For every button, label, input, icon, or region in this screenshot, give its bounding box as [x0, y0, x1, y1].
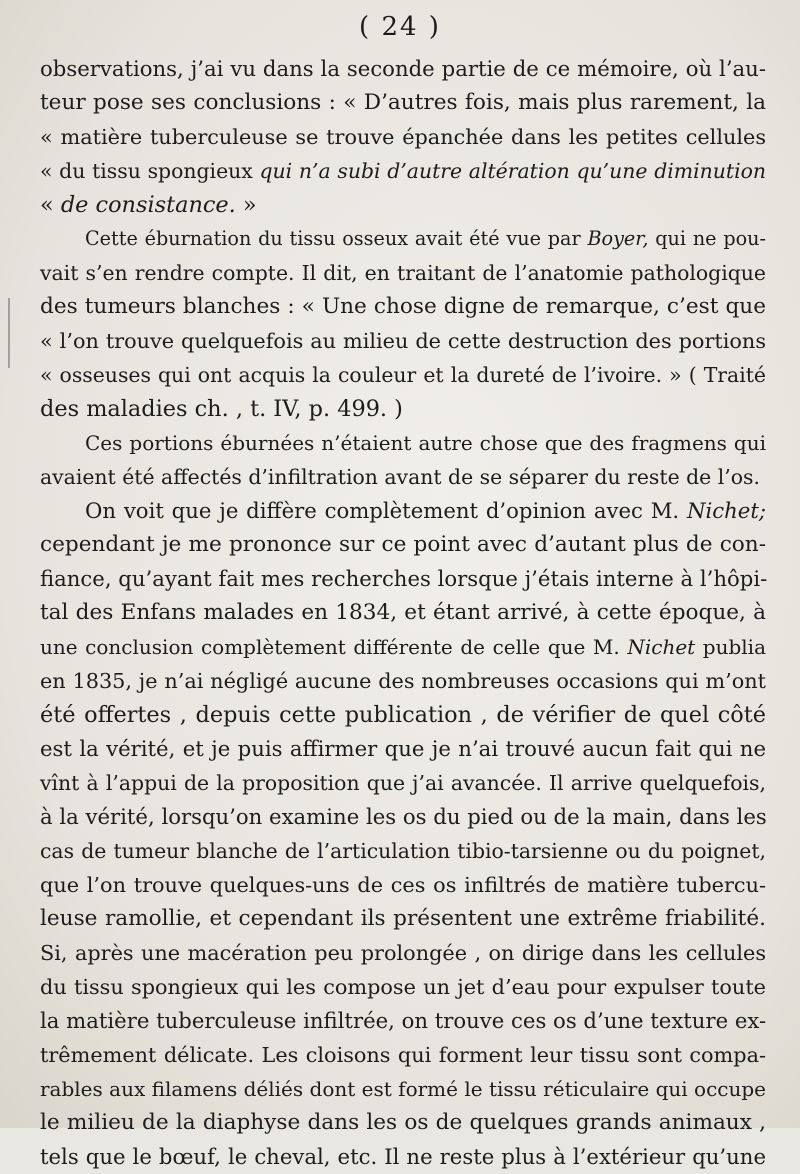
text-line: à la vérité, lorsqu’on examine les os du pied ou de la main, dans les — [40, 804, 767, 829]
text-line: cas de tumeur blanche de l’articulation tibio-tarsienne ou du poignet, — [40, 839, 766, 863]
italic-run: de consistance. — [60, 192, 236, 218]
text-run: » — [235, 192, 257, 218]
text-line: le milieu de la diaphyse dans les os de quelques grands animaux , — [40, 1110, 766, 1135]
text-line — [40, 494, 766, 528]
text-line: trêmement délicate. Les cloisons qui forment leur tissu sont compa- — [40, 1043, 766, 1067]
italic-run: qui n’a subi d’autre altération qu’une diminution — [259, 159, 767, 183]
text-run: Cette éburnation du tissu osseux avait été vue par — [85, 227, 588, 250]
text-run: publia — [695, 635, 767, 659]
text-line: du tissu spongieux qui les compose un jet d’eau pour expulser toute — [40, 975, 766, 999]
text-line: « l’on trouve quelquefois au milieu de cette destruction des portions — [40, 329, 766, 353]
text-line: fiance, qu’ayant fait mes recherches lorsque j’étais interne à l’hôpi- — [40, 566, 768, 591]
text-line: avaient été affectés d’infiltration avant de se séparer du reste de l’os. — [40, 465, 760, 489]
page-number: ( 24 ) — [359, 12, 441, 42]
text-line: que l’on trouve quelques-uns de ces os infiltrés de matière tubercu- — [40, 873, 766, 897]
text-line: observations, j’ai vu dans la seconde partie de ce mémoire, où l’au- — [40, 56, 766, 81]
margin-mark — [8, 298, 10, 368]
text-line: des maladies ch. , t. IV, p. 499. ) — [40, 396, 403, 422]
text-line: cependant je me prononce sur ce point avec d’autant plus de con- — [40, 532, 766, 557]
text-line: des tumeurs blanches : « Une chose digne de remarque, c’est que — [40, 294, 766, 319]
text-line: vînt à l’appui de la proposition que j’ai avancée. Il arrive quelquefois, — [40, 771, 766, 795]
text-line — [40, 630, 766, 664]
text-line: la matière tuberculeuse infiltrée, on trouve ces os d’une texture ex- — [40, 1008, 767, 1033]
text-line — [40, 222, 766, 256]
text-line: vait s’en rendre compte. Il dit, en traitant de l’anatomie pathologique — [40, 261, 766, 285]
text-line: rables aux filamens déliés dont est formé le tissu réticulaire qui occupe — [40, 1077, 766, 1101]
italic-run: Boyer, — [587, 227, 649, 250]
text-line: est la vérité, et je puis affirmer que je n’ai trouvé aucun fait qui ne — [40, 736, 766, 761]
text-run: On voit que je diffère complètement d’opinion avec M. — [85, 498, 687, 523]
text-line: tal des Enfans malades en 1834, et étant arrivé, à cette époque, à — [40, 600, 766, 625]
text-line — [40, 154, 766, 188]
text-line: été offertes , depuis cette publication , de vérifier de quel côté — [40, 702, 766, 728]
text-run: « — [40, 192, 61, 218]
text-run: « du tissu spongieux — [40, 159, 260, 183]
text-line: teur pose ses conclusions : « D’autres fois, mais plus rarement, la — [40, 90, 766, 115]
text-run: une conclusion complètement différente de celle que M. — [40, 635, 628, 659]
text-line: Si, après une macération peu prolongée , on dirige dans les cellules — [40, 941, 766, 965]
italic-run: Nichet; — [686, 498, 766, 523]
text-line: tels que le bœuf, le cheval, etc. Il ne reste plus à l’extérieur qu’une — [40, 1144, 766, 1169]
text-line: leuse ramollie, et cependant ils présentent une extrême friabilité. — [40, 906, 766, 931]
text-line: en 1835, je n’ai négligé aucune des nombreuses occasions qui m’ont — [40, 669, 766, 693]
italic-run: Nichet — [627, 635, 696, 659]
text-line: Ces portions éburnées n’étaient autre chose que des fragmens qui — [85, 431, 766, 455]
text-line — [40, 188, 766, 222]
body-text — [40, 52, 766, 1174]
text-run: qui ne pou- — [648, 227, 766, 250]
text-line: « matière tuberculeuse se trouve épanchée dans les petites cellules — [40, 125, 766, 149]
text-line: « osseuses qui ont acquis la couleur et la dureté de l’ivoire. » ( Traité — [40, 363, 766, 387]
